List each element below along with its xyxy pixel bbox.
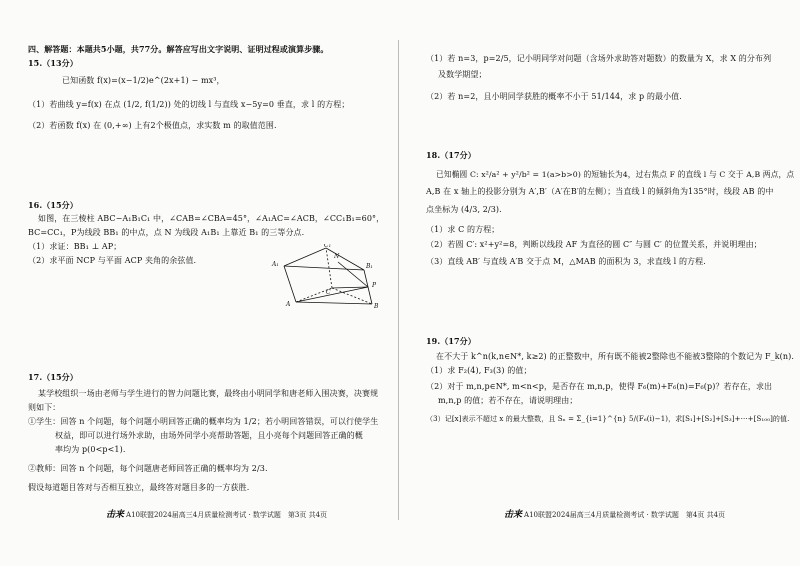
q18-line2: A,B 在 x 轴上的投影分别为 A′,B′（A′在B′的左侧）；当直线 l 的倾斜角为135°时，线段 AB 的中 (426, 187, 774, 196)
q17-cont-part1-a: （1）若 n=3，p=2/5，记小明同学对问题（含场外求助答对题数）的数量为 X，求 X 的分布列 (426, 54, 772, 63)
edge-n-b1 (326, 248, 364, 270)
label-p: P (372, 282, 377, 289)
edge-n-p (338, 262, 368, 287)
q18-part3: （3）直线 AB′ 与直线 A′B 交于点 M，△MAB 的面积为 3，求直线 l 的方程. (426, 257, 706, 266)
footer-right-text: A10联盟2024届高三4月质量检测考试 · 数学试题 第4页 共4页 (524, 511, 726, 519)
label-a: A (286, 301, 291, 308)
q17-line2: 则如下： (28, 403, 61, 412)
q18-part2: （2）若圆 C′: x²+y²=8，判断以线段 AF 为直径的圆 C″ 与圆 C′ 的位置关系，并说明理由； (426, 240, 762, 249)
q17-line1: 某学校组织一场由老师与学生进行的智力问题比赛，最终由小明同学和唐老师入围决赛，决赛规 (38, 389, 379, 398)
section-heading: 四、解答题：本题共5小题，共77分。解答应写出文字说明、证明过程或演算步骤。 (28, 44, 329, 54)
footer-left (106, 511, 327, 520)
q18-title: 18.（17分） (426, 150, 476, 160)
edge-a1-a (284, 266, 296, 302)
q18-line1: 已知椭圆 C: x²/a² + y²/b² = 1(a>b>0) 的短轴长为4，过右焦点 F 的直线 l 与 C 交于 A,B 两点，点 (436, 170, 795, 179)
q19-part3: （3）记[x]表示不超过 x 的最大整数，且 Sₙ = Σ_{i=1}^{n} 5/(F₆(i)−1)，求[S₁]+[S₂]+[S₃]+⋯+[S₁₀₀]的值. (426, 415, 790, 423)
q15-title: 15.（13分） (28, 58, 78, 68)
q19-part1: （1）求 F₂(4), F₃(3) 的值； (426, 366, 532, 375)
q18-line3: 点坐标为 (4/3, 2/3). (426, 205, 502, 214)
edge-a-b (296, 302, 372, 304)
q19-part2-a: （2）对于 m,n,p∈N*, m<n<p，是否存在 m,n,p，使得 F₆(m)+F₆(n)=F₆(p)？若存在，求出 (426, 382, 773, 391)
label-c1: C₁ (324, 244, 331, 249)
q17-rule2: ②教师：回答 n 个问题，每个问题唐老师回答正确的概率均为 2/3. (28, 464, 268, 473)
page-divider (398, 40, 399, 520)
q15-given: 已知函数 f(x)=(x−1/2)e^(2x+1) − mx³， (62, 76, 225, 85)
label-c: C (326, 289, 331, 296)
q16-part2: （2）求平面 NCP 与平面 ACP 夹角的余弦值. (28, 256, 197, 265)
footer-left-text: A10联盟2024届高三4月质量检测考试 · 数学试题 第3页 共4页 (126, 511, 328, 519)
label-n: N (334, 253, 340, 260)
q15-part2: （2）若函数 f(x) 在 (0,+∞) 上有2个极值点，求实数 m 的取值范围. (28, 121, 277, 130)
q18-part1: （1）求 C 的方程； (426, 225, 500, 234)
q19-title: 19.（17分） (426, 336, 476, 346)
q17-rule1-b: 权益，即可以进行场外求助，由场外同学小亮帮助答题，且小亮每个问题回答正确的概 (55, 431, 363, 440)
q19-line1: 在不大于 k^n(k,n∈N*, k≥2) 的正整数中，所有既不能被2整除也不能被3整除的个数记为 F_k(n). (436, 352, 794, 361)
prism-figure (268, 244, 388, 310)
label-a1: A₁ (272, 261, 279, 268)
label-b: B (374, 303, 379, 310)
logo-mark-right: 击来 (504, 510, 523, 520)
q17-title: 17.（15分） (28, 372, 78, 382)
q16-title: 16.（15分） (28, 200, 78, 210)
page-4 (400, 0, 800, 566)
label-b1: B₁ (366, 263, 373, 270)
q16-line1: 如图，在三棱柱 ABC−A₁B₁C₁ 中，∠CAB=∠CBA=45°，∠A₁AC=∠ACB，∠CC₁B₁=60°， (38, 214, 385, 223)
q17-rule1-a: ①学生：回答 n 个问题，每个问题小明回答正确的概率均为 1/2；若小明回答错误，可以行使学生 (28, 417, 379, 426)
q19-part2-b: m,n,p 的值；若不存在，请说明理由； (438, 396, 578, 405)
edge-a1-b1 (284, 266, 364, 270)
edge-a-p (296, 287, 368, 302)
q15-part1: （1）若曲线 y=f(x) 在点 (1/2, f(1/2)) 处的切线 l 与直线 x−5y=0 垂直，求 l 的方程； (28, 100, 350, 109)
q16-line2: BC=CC₁，P为线段 BB₁ 的中点，点 N 为线段 A₁B₁ 上靠近 B₁ 的三等分点. (28, 228, 305, 237)
footer-right (504, 511, 725, 520)
q17-cont-part1-b: 及数学期望； (438, 70, 487, 79)
q17-rule1-c: 率均为 p(0<p<1). (55, 445, 126, 454)
q16-part1: （1）求证：BB₁ ⊥ AP； (28, 242, 122, 251)
logo-mark: 击来 (106, 510, 125, 520)
edge-a1-n (284, 248, 326, 266)
q17-cont-part2: （2）若 n=2，且小明同学获胜的概率不小于 51/144，求 p 的最小值. (426, 92, 682, 101)
q17-line-last: 假设每道题目答对与否相互独立，最终答对题目多的一方获胜. (28, 483, 250, 492)
